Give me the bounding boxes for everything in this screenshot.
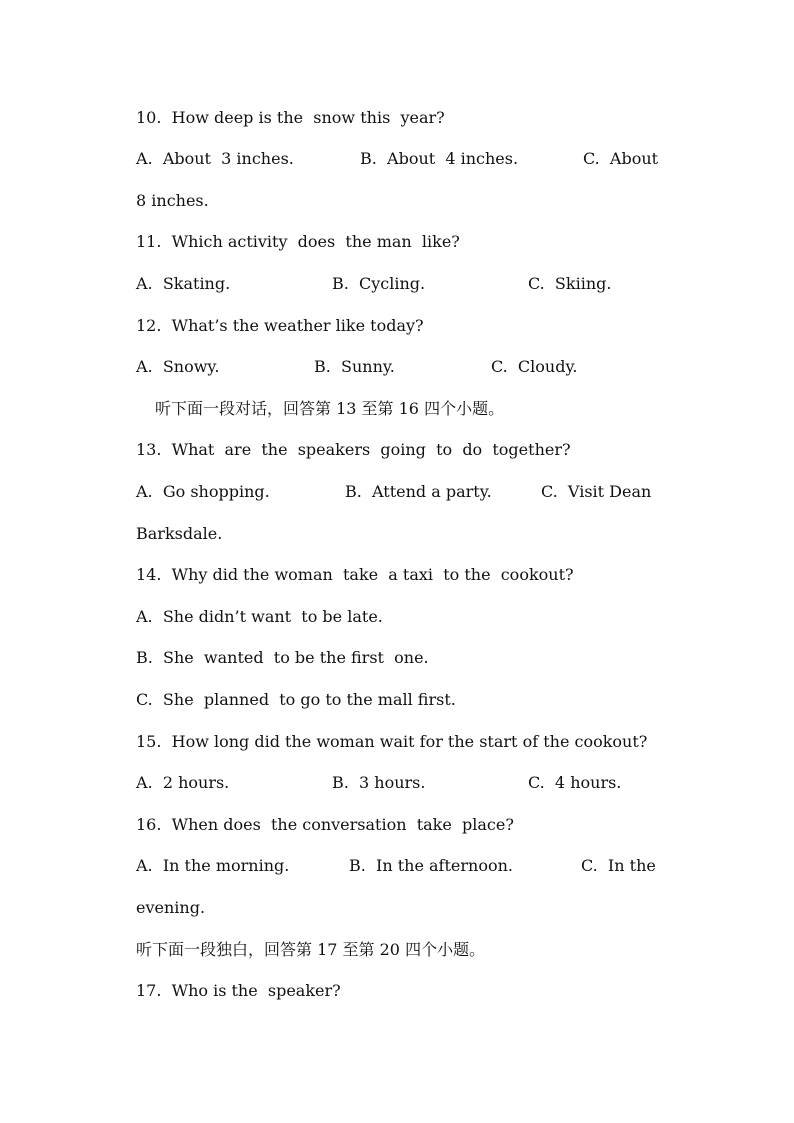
- question-13-option-c: C. Visit Dean: [541, 482, 652, 501]
- question-15-option-a: A. 2 hours.: [136, 773, 230, 792]
- question-14-option-a: A. She didn’t want to be late.: [136, 607, 383, 626]
- question-16-option-a: A. In the morning.: [136, 856, 290, 875]
- question-13-stem: 13. What are the speakers going to do together?: [136, 440, 571, 459]
- question-14-stem: 14. Why did the woman take a taxi to the cookout?: [136, 565, 574, 584]
- question-11-option-c: C. Skiing.: [528, 274, 612, 293]
- question-15-option-c: C. 4 hours.: [528, 773, 622, 792]
- question-10-option-a: A. About 3 inches.: [136, 149, 294, 168]
- question-17-stem: 17. Who is the speaker?: [136, 981, 341, 1000]
- question-10-stem: 10. How deep is the snow this year?: [136, 108, 445, 127]
- question-14-option-c: C. She planned to go to the mall first.: [136, 690, 456, 709]
- question-12-option-b: B. Sunny.: [314, 357, 395, 376]
- question-10-option-b: B. About 4 inches.: [360, 149, 519, 168]
- question-12-option-a: A. Snowy.: [136, 357, 220, 376]
- question-11-option-b: B. Cycling.: [332, 274, 426, 293]
- question-16-option-c-continued: evening.: [136, 898, 206, 917]
- question-12-stem: 12. What’s the weather like today?: [136, 316, 424, 335]
- question-10-option-c-continued: 8 inches.: [136, 191, 209, 210]
- question-12-option-c: C. Cloudy.: [491, 357, 578, 376]
- question-10-option-c: C. About: [583, 149, 659, 168]
- question-16-option-b: B. In the afternoon.: [349, 856, 513, 875]
- question-15-option-b: B. 3 hours.: [332, 773, 426, 792]
- question-11-option-a: A. Skating.: [136, 274, 231, 293]
- question-15-stem: 15. How long did the woman wait for the start of the cookout?: [136, 732, 648, 751]
- section-instruction-dialogue: 听下面一段对话，回答第 13 至第 16 四个小题。: [155, 399, 505, 418]
- question-11-stem: 11. Which activity does the man like?: [136, 232, 460, 251]
- question-16-stem: 16. When does the conversation take place?: [136, 815, 514, 834]
- section-instruction-monologue: 听下面一段独白，回答第 17 至第 20 四个小题。: [136, 940, 486, 959]
- question-13-option-b: B. Attend a party.: [345, 482, 492, 501]
- question-13-option-c-continued: Barksdale.: [136, 524, 223, 543]
- question-14-option-b: B. She wanted to be the first one.: [136, 648, 429, 667]
- question-13-option-a: A. Go shopping.: [136, 482, 270, 501]
- question-16-option-c: C. In the: [581, 856, 656, 875]
